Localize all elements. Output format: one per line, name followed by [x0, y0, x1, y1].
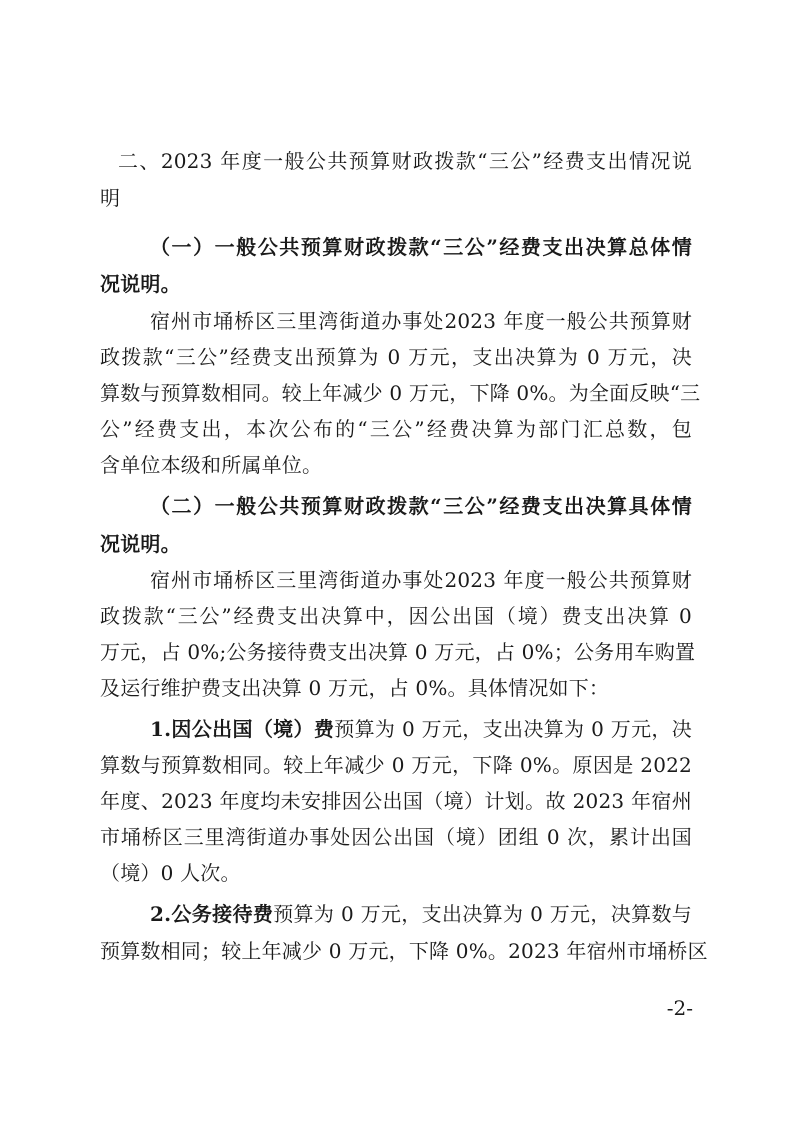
item-1-line-2: 算数与预算数相同。较上年减少 0 万元，下降 0%。原因是 2022 [100, 753, 692, 777]
paragraph-1-line-1: 宿州市埇桥区三里湾街道办事处2023 年度一般公共预算财 [150, 309, 692, 333]
paragraph-1-line-2: 政拨款“三公”经费支出预算为 0 万元，支出决算为 0 万元，决 [100, 345, 692, 369]
page-number: -2- [666, 996, 693, 1020]
paragraph-2-line-1: 宿州市埇桥区三里湾街道办事处2023 年度一般公共预算财 [150, 568, 692, 592]
item-1-line-1: 1.因公出国（境）费预算为 0 万元，支出决算为 0 万元，决 [150, 717, 692, 741]
item-1-line-3: 年度、2023 年度均未安排因公出国（境）计划。故 2023 年宿州 [100, 789, 692, 813]
subheading-2-line-1: （二）一般公共预算财政拨款“三公”经费支出决算具体情 [150, 494, 692, 518]
section-heading-line-2: 明 [100, 186, 121, 210]
subheading-2-line-2: 况说明。 [100, 532, 181, 556]
paragraph-2-line-3: 万元，占 0%;公务接待费支出决算 0 万元，占 0%；公务用车购置 [100, 640, 696, 664]
paragraph-2-line-2: 政拨款“三公”经费支出决算中，因公出国（境）费支出决算 0 [100, 604, 692, 628]
item-1-line-4: 市埇桥区三里湾街道办事处因公出国（境）团组 0 次，累计出国 [100, 825, 692, 849]
paragraph-1-line-3: 算数与预算数相同。较上年减少 0 万元，下降 0%。为全面反映“三 [100, 381, 701, 405]
paragraph-1-line-4: 公”经费支出，本次公布的“三公”经费决算为部门汇总数，包 [100, 417, 692, 441]
subheading-1-line-2: 况说明。 [100, 272, 181, 296]
item-2-line-1: 2.公务接待费预算为 0 万元，支出决算为 0 万元，决算数与 [150, 902, 693, 926]
paragraph-2-line-4: 及运行维护费支出决算 0 万元，占 0%。具体情况如下： [100, 676, 610, 700]
paragraph-1-line-5: 含单位本级和所属单位。 [100, 453, 323, 477]
item-2-line-2: 预算数相同；较上年减少 0 万元，下降 0%。2023 年宿州市埇桥区 [100, 939, 708, 963]
subheading-1-line-1: （一）一般公共预算财政拨款“三公”经费支出决算总体情 [150, 235, 692, 259]
item-1-line-5: （境）0 人次。 [100, 861, 241, 885]
section-heading-line-1: 二、2023 年度一般公共预算财政拨款“三公”经费支出情况说 [118, 149, 692, 173]
